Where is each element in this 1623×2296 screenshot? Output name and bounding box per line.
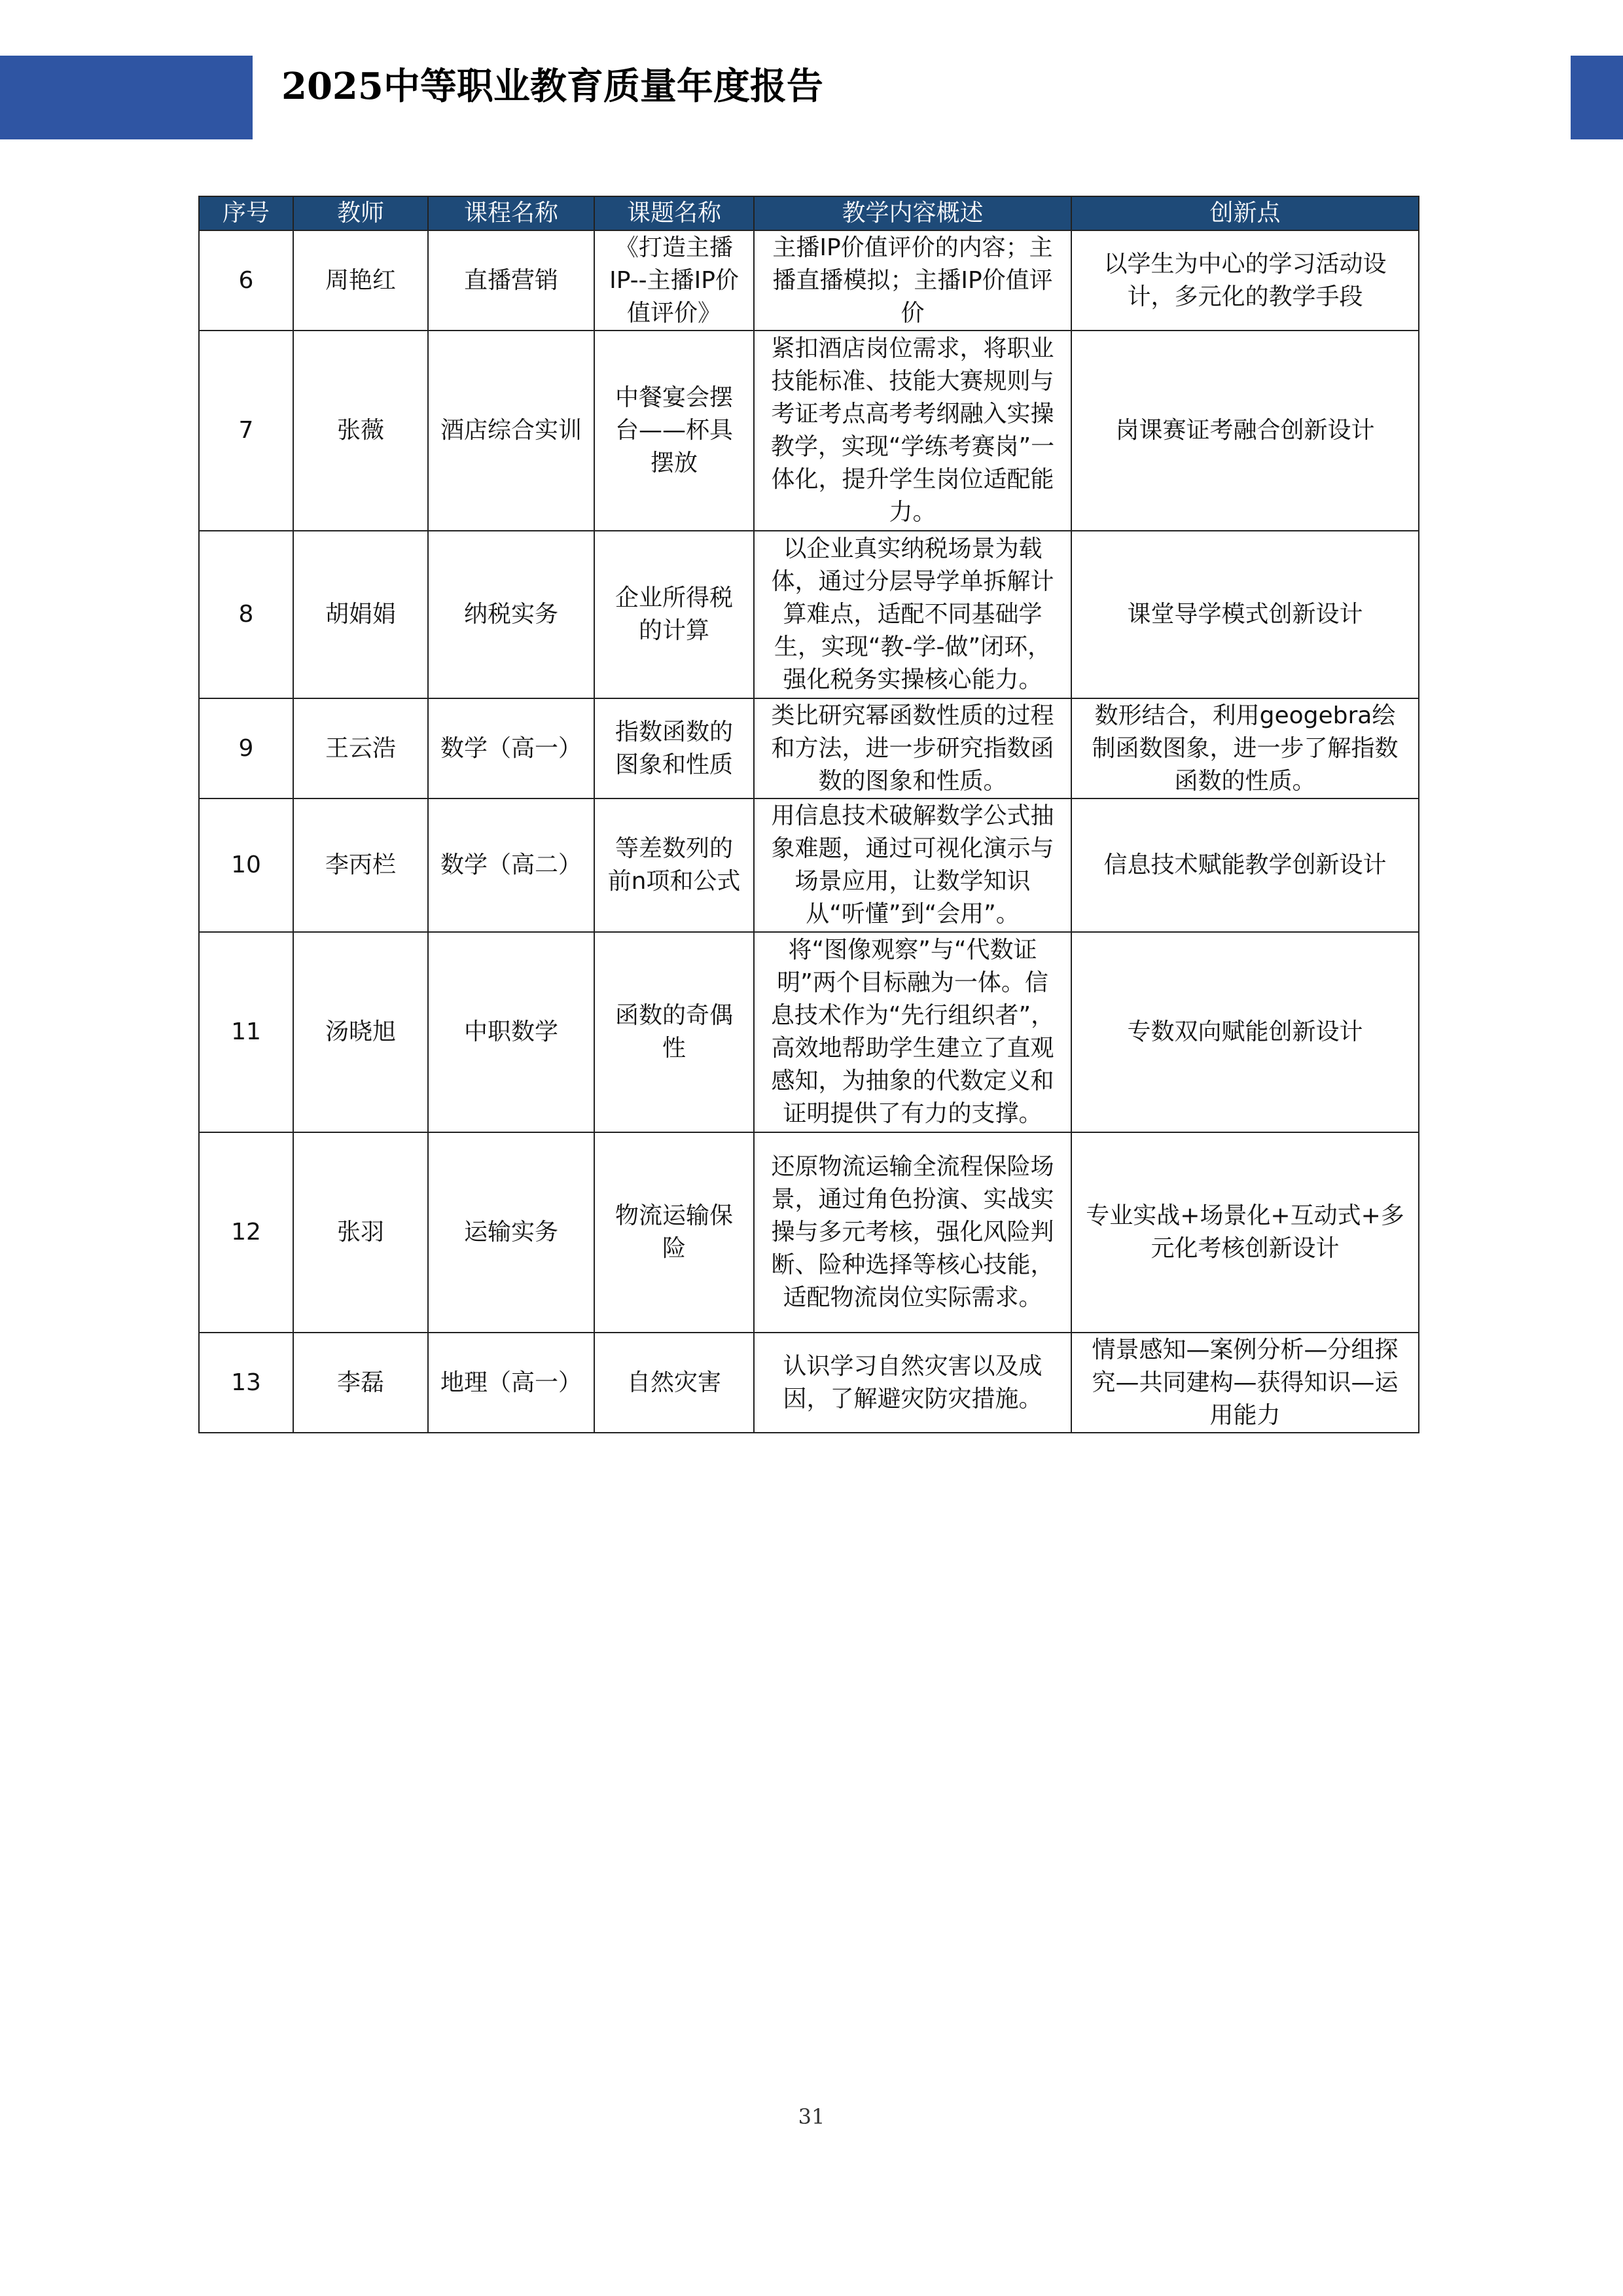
cell-innovation: 专业实战+场景化+互动式+多元化考核创新设计 <box>1071 1132 1419 1333</box>
course-table <box>198 196 1419 1433</box>
cell-course: 纳税实务 <box>428 531 594 698</box>
cell-teacher: 周艳红 <box>293 230 428 331</box>
cell-innovation: 课堂导学模式创新设计 <box>1071 531 1419 698</box>
table-row <box>199 698 1419 798</box>
column-header-innovation: 创新点 <box>1071 196 1419 230</box>
cell-summary: 还原物流运输全流程保险场景，通过角色扮演、实战实操与多元考核，强化风险判断、险种选择等核心技能，适配物流岗位实际需求。 <box>754 1132 1071 1333</box>
cell-innovation: 专数双向赋能创新设计 <box>1071 932 1419 1132</box>
column-header-teacher: 教师 <box>293 196 428 230</box>
cell-number: 7 <box>199 331 293 531</box>
cell-topic: 函数的奇偶性 <box>594 932 754 1132</box>
table-row <box>199 531 1419 698</box>
cell-topic: 等差数列的前n项和公式 <box>594 798 754 932</box>
table-row <box>199 331 1419 531</box>
cell-course: 直播营销 <box>428 230 594 331</box>
cell-topic: 《打造主播IP--主播IP价值评价》 <box>594 230 754 331</box>
cell-teacher: 胡娟娟 <box>293 531 428 698</box>
cell-number: 12 <box>199 1132 293 1333</box>
document-title: 2025中等职业教育质量年度报告 <box>281 65 823 108</box>
cell-teacher: 张薇 <box>293 331 428 531</box>
cell-course: 数学（高二） <box>428 798 594 932</box>
cell-summary: 主播IP价值评价的内容；主播直播模拟；主播IP价值评价 <box>754 230 1071 331</box>
cell-number: 11 <box>199 932 293 1132</box>
column-header-number: 序号 <box>199 196 293 230</box>
table-header-row <box>199 196 1419 230</box>
table-row <box>199 1132 1419 1333</box>
cell-course: 酒店综合实训 <box>428 331 594 531</box>
cell-teacher: 李磊 <box>293 1333 428 1433</box>
cell-innovation: 岗课赛证考融合创新设计 <box>1071 331 1419 531</box>
cell-number: 6 <box>199 230 293 331</box>
column-header-course: 课程名称 <box>428 196 594 230</box>
cell-topic: 中餐宴会摆台——杯具摆放 <box>594 331 754 531</box>
cell-course: 运输实务 <box>428 1132 594 1333</box>
column-header-topic: 课题名称 <box>594 196 754 230</box>
cell-innovation: 以学生为中心的学习活动设计，多元化的教学手段 <box>1071 230 1419 331</box>
column-header-summary: 教学内容概述 <box>754 196 1071 230</box>
cell-teacher: 王云浩 <box>293 698 428 798</box>
cell-course: 地理（高一） <box>428 1333 594 1433</box>
table-row <box>199 1333 1419 1433</box>
cell-summary: 认识学习自然灾害以及成因，了解避灾防灾措施。 <box>754 1333 1071 1433</box>
cell-number: 13 <box>199 1333 293 1433</box>
cell-summary: 类比研究幂函数性质的过程和方法，进一步研究指数函数的图象和性质。 <box>754 698 1071 798</box>
cell-topic: 指数函数的图象和性质 <box>594 698 754 798</box>
header-accent-band-right <box>1571 56 1623 139</box>
cell-number: 9 <box>199 698 293 798</box>
cell-innovation: 信息技术赋能教学创新设计 <box>1071 798 1419 932</box>
cell-topic: 企业所得税的计算 <box>594 531 754 698</box>
table-row <box>199 798 1419 932</box>
cell-topic: 自然灾害 <box>594 1333 754 1433</box>
cell-summary: 紧扣酒店岗位需求，将职业技能标准、技能大赛规则与考证考点高考考纲融入实操教学，实现“学练考赛岗”一体化，提升学生岗位适配能力。 <box>754 331 1071 531</box>
cell-course: 数学（高一） <box>428 698 594 798</box>
cell-summary: 以企业真实纳税场景为载体，通过分层导学单拆解计算难点，适配不同基础学生，实现“教-学-做”闭环，强化税务实操核心能力。 <box>754 531 1071 698</box>
cell-summary: 将“图像观察”与“代数证明”两个目标融为一体。信息技术作为“先行组织者”，高效地帮助学生建立了直观感知，为抽象的代数定义和证明提供了有力的支撑。 <box>754 932 1071 1132</box>
cell-teacher: 李丙栏 <box>293 798 428 932</box>
table-row <box>199 230 1419 331</box>
cell-teacher: 汤晓旭 <box>293 932 428 1132</box>
header-accent-band-left <box>0 56 253 139</box>
table-row <box>199 932 1419 1132</box>
cell-topic: 物流运输保险 <box>594 1132 754 1333</box>
cell-course: 中职数学 <box>428 932 594 1132</box>
cell-teacher: 张羽 <box>293 1132 428 1333</box>
cell-innovation: 情景感知—案例分析—分组探究—共同建构—获得知识—运用能力 <box>1071 1333 1419 1433</box>
cell-number: 10 <box>199 798 293 932</box>
cell-innovation: 数形结合，利用geogebra绘制函数图象，进一步了解指数函数的性质。 <box>1071 698 1419 798</box>
page-number: 31 <box>798 2104 825 2129</box>
cell-number: 8 <box>199 531 293 698</box>
cell-summary: 用信息技术破解数学公式抽象难题，通过可视化演示与场景应用，让数学知识从“听懂”到“会用”。 <box>754 798 1071 932</box>
